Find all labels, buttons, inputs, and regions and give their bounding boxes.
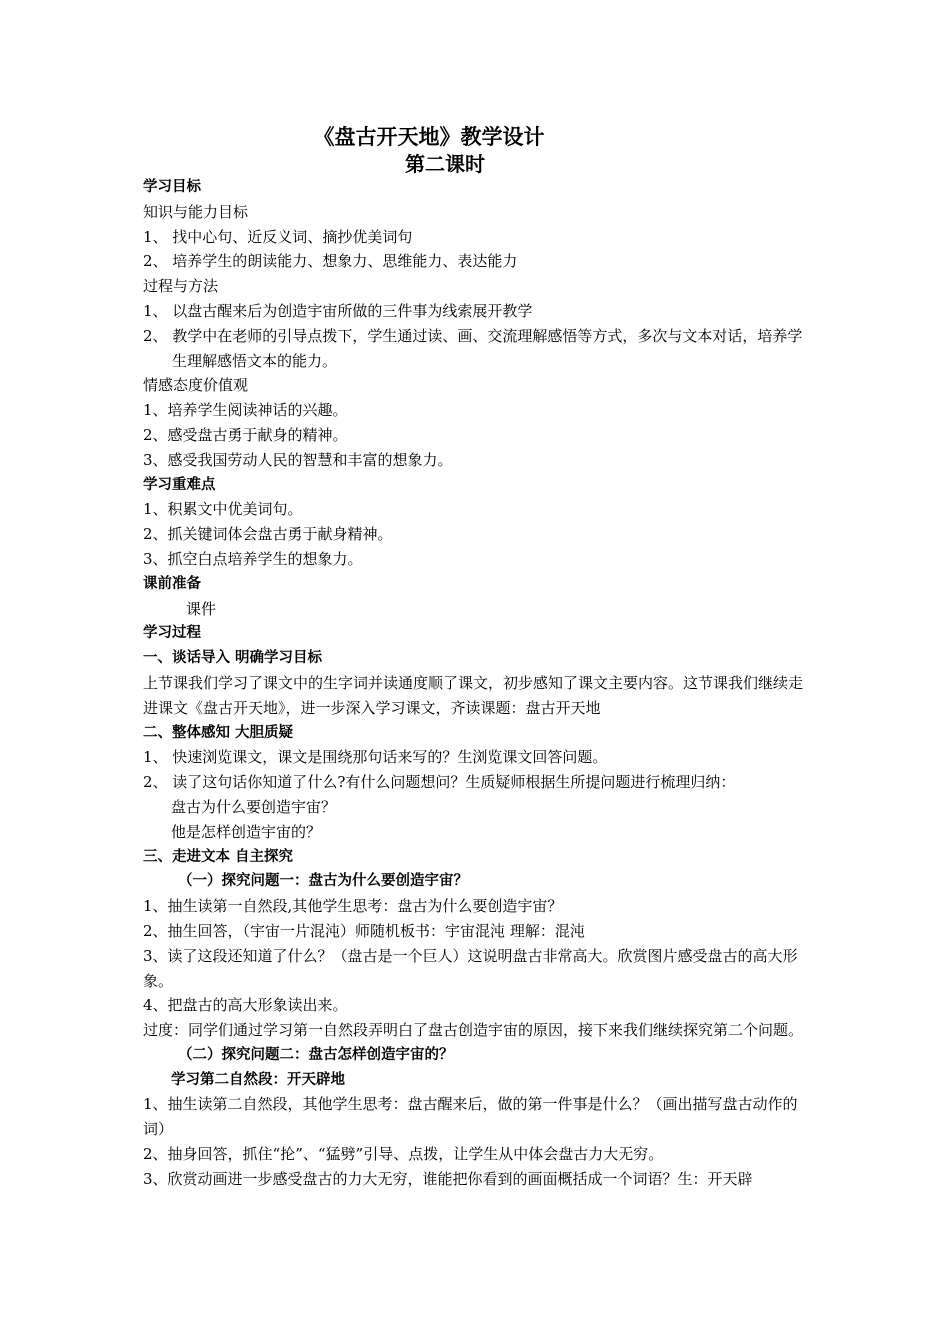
attitude-item: 1、培养学生阅读神话的兴趣。 — [143, 401, 348, 420]
attitude-heading: 情感态度价值观 — [143, 376, 249, 395]
attitude-item: 3、感受我国劳动人民的智慧和丰富的想象力。 — [143, 450, 453, 469]
question-item: 盘古为什么要创造宇宙？ — [171, 797, 337, 816]
document-title: 《盘古开天地》教学设计 — [313, 125, 545, 149]
inquiry-item: 3、读了这段还知道了什么？（盘古是一个巨人）这说明盘古非常高大。欣赏图片感受盘古的高大形象。 — [143, 946, 798, 990]
inquiry-item: 2、抽生回答，（宇宙一片混沌）师随机板书：宇宙混沌 理解：混沌 — [143, 921, 585, 940]
goals-heading: 学习目标 — [143, 179, 201, 195]
inquiry-one-heading: （一）探究问题一：盘古为什么要创造宇宙？ — [178, 873, 468, 890]
preparation-item: 课件 — [186, 599, 217, 618]
key-point-item: 2、抓关键词体会盘古勇于献身精神。 — [143, 525, 393, 544]
inquiry-item: 2、抽身回答，抓住“抡”、“猛劈”引导、点拨，让学生从中体会盘古力大无穷。 — [143, 1145, 664, 1164]
step-one-text: 上节课我们学习了课文中的生字词并读通度顺了课文，初步感知了课文主要内容。这节课我们继续走进课文《盘古开天地》，进一步深入学习课文，齐读课题：盘古开天地 — [143, 673, 804, 717]
inquiry-item: 4、把盘古的高大形象读出来。 — [143, 996, 348, 1015]
document-subtitle: 第二课时 — [405, 152, 485, 176]
key-point-item: 3、抓空白点培养学生的想象力。 — [143, 549, 363, 568]
inquiry-item: 1、抽生读第二自然段，其他学生思考：盘古醒来后，做的第一件事是什么？（画出描写盘古动作的词） — [143, 1095, 798, 1139]
preparation-heading: 课前准备 — [143, 575, 201, 592]
step-two-item: 1、 快速浏览课文，课文是围绕那句话来写的？生浏览课文回答问题。 — [143, 748, 608, 767]
process-method-item: 1、 以盘古醒来后为创造宇宙所做的三件事为线索展开教学 — [143, 301, 533, 320]
attitude-item: 2、感受盘古勇于献身的精神。 — [143, 425, 348, 444]
knowledge-item: 2、 培养学生的朗读能力、想象力、思维能力、表达能力 — [143, 252, 518, 271]
inquiry-item: 1、抽生读第一自然段,其他学生思考：盘古为什么要创造宇宙？ — [143, 897, 563, 916]
step-three-heading: 三、走进文本 自主探究 — [143, 848, 294, 865]
transition-text: 过度：同学们通过学习第一自然段弄明白了盘古创造宇宙的原因，接下来我们继续探究第二个问题。 — [143, 1021, 804, 1040]
key-points-heading: 学习重难点 — [143, 476, 216, 493]
document-body — [143, 175, 813, 1192]
question-item: 他是怎样创造宇宙的？ — [171, 822, 322, 841]
paragraph-two-heading: 学习第二自然段：开天辟地 — [171, 1071, 345, 1088]
knowledge-item: 1、 找中心句、近反义词、摘抄优美词句 — [143, 227, 413, 246]
step-one-heading: 一、谈话导入 明确学习目标 — [143, 650, 323, 667]
inquiry-item: 3、欣赏动画进一步感受盘古的力大无穷，谁能把你看到的画面概括成一个词语？生：开天辟 — [143, 1169, 753, 1188]
process-method-heading: 过程与方法 — [143, 277, 219, 296]
learning-process-heading: 学习过程 — [143, 625, 201, 642]
key-point-item: 1、积累文中优美词句。 — [143, 500, 303, 519]
step-two-heading: 二、整体感知 大胆质疑 — [143, 724, 294, 741]
process-method-item: 2、 教学中在老师的引导点拨下，学生通过读、画、交流理解感悟等方式，多次与文本对话，培养学生理解感悟文本的能力。 — [143, 326, 803, 370]
inquiry-two-heading: （二）探究问题二：盘古怎样创造宇宙的？ — [178, 1046, 454, 1063]
step-two-item: 2、 读了这句话你知道了什么?有什么问题想问？生质疑师根据生所提问题进行梳理归纳： — [143, 773, 736, 792]
knowledge-heading: 知识与能力目标 — [143, 202, 249, 221]
